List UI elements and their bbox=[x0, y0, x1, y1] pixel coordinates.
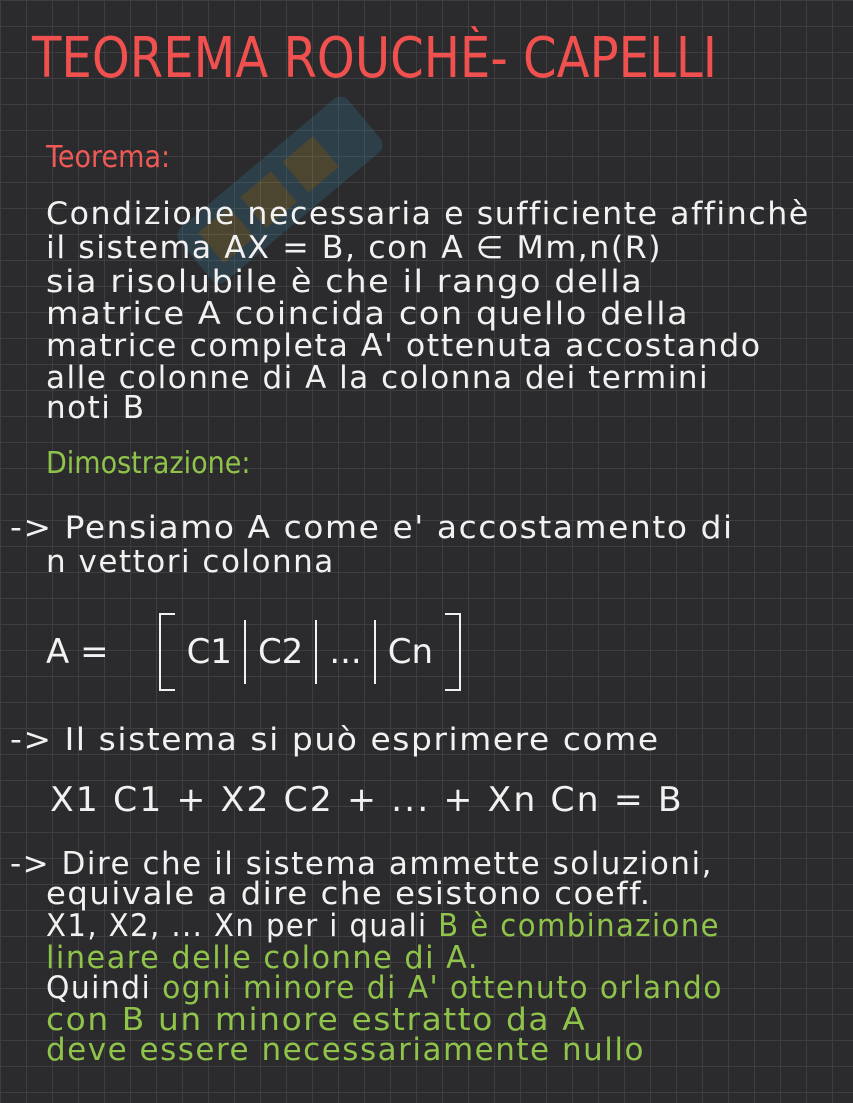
matrix-column-1: C1 bbox=[186, 632, 232, 672]
proof-step1-line1: -> Pensiamo A come e' accostamento di bbox=[10, 510, 734, 546]
proof-step3-line2: equivale a dire che esistono coeff. bbox=[46, 876, 652, 912]
proof-step3-line7: deve essere necessariamente nullo bbox=[46, 1032, 645, 1068]
proof-step3-line5 bbox=[46, 970, 723, 1006]
theorem-line-7: noti B bbox=[46, 390, 146, 426]
linear-combination-formula: X1 C1 + X2 C2 + ... + Xn Cn = B bbox=[50, 780, 684, 820]
matrix-column-2: C2 bbox=[257, 632, 304, 672]
matrix-a-columns bbox=[46, 612, 461, 692]
theorem-heading: Teorema: bbox=[46, 140, 171, 175]
matrix-lhs: A = bbox=[46, 632, 109, 672]
theorem-line-6: alle colonne di A la colonna dei termini bbox=[46, 360, 710, 396]
matrix-left-bracket bbox=[159, 613, 175, 691]
proof-step3-line5-text: Quindi bbox=[46, 970, 163, 1006]
matrix-column-ellipsis: ... bbox=[329, 632, 362, 672]
proof-step3-line1: -> Dire che il sistema ammette soluzioni, bbox=[10, 846, 713, 882]
proof-step2: -> Il sistema si può esprimere come bbox=[10, 722, 660, 758]
theorem-line-1: Condizione necessaria e sufficiente affinchè bbox=[46, 196, 810, 232]
theorem-line-4: matrice A coincida con quello della bbox=[46, 296, 690, 332]
matrix-column-n: Cn bbox=[387, 632, 434, 672]
proof-step3-line6: con B un minore estratto da A bbox=[46, 1002, 587, 1038]
proof-step1-line2: n vettori colonna bbox=[46, 544, 335, 580]
theorem-line-5: matrice completa A' ottenuta accostando bbox=[46, 328, 762, 364]
proof-step3-line3-highlight: B è combinazione bbox=[438, 908, 720, 944]
proof-step3-line3 bbox=[46, 908, 720, 944]
theorem-line-2: il sistema AX = B, con A ∈ Mm,n(R) bbox=[46, 230, 663, 266]
matrix-right-bracket bbox=[445, 613, 461, 691]
proof-heading: Dimostrazione: bbox=[46, 446, 251, 481]
proof-step3-line3-text: X1, X2, ... Xn per i quali bbox=[46, 908, 439, 944]
proof-step3-line4: lineare delle colonne di A. bbox=[46, 940, 479, 976]
page-title: TEOREMA ROUCHÈ- CAPELLI bbox=[32, 26, 717, 91]
theorem-line-3: sia risolubile è che il rango della bbox=[46, 264, 644, 300]
proof-step3-line5-highlight: ogni minore di A' ottenuto orlando bbox=[162, 970, 723, 1006]
